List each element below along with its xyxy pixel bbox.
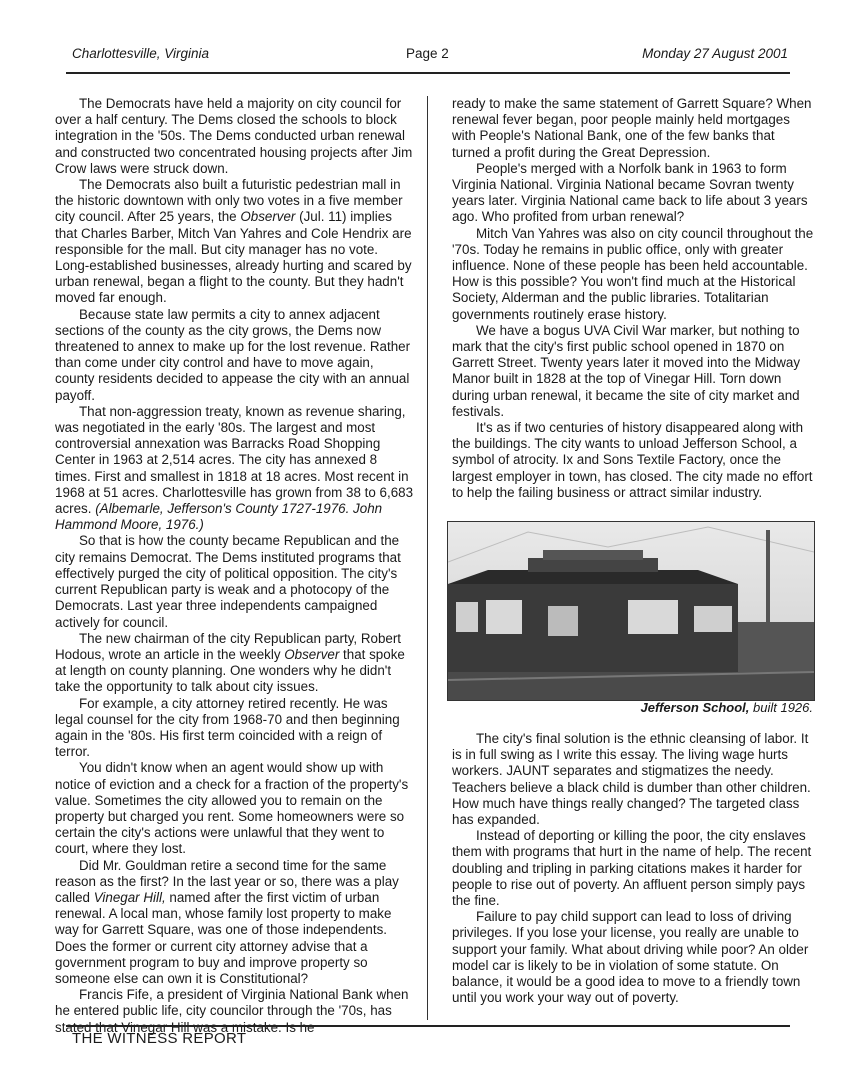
paragraph: It's as if two centuries of history disappeared along with the buildings. The city wants to unload Jefferson School, a symbol of atrocity. Ix and Sons Textile Factory, once the largest employer in town, has closed. The city made no effort to help the failing business or attract similar industry.	[452, 420, 813, 500]
paragraph: The Democrats also built a futuristic pedestrian mall in the historic downtown with only two votes in a five member city council. After 25 years, the Observer (Jul. 11) implies that Charles Barber, Mitch Van Yahres and Cole Hendrix are responsible for the mall. But city manager has no vote. Long-established businesses, already hurting and scared by urban renewal, began a flight to the county. But they hadn't moved far enough.	[55, 177, 412, 306]
paragraph: ready to make the same statement of Garrett Square? When renewal fever began, poor people mainly held mortgages with People's National Bank, one of the few banks that turned a profit during the Great Depression.	[452, 96, 812, 160]
paragraph: Did Mr. Gouldman retire a second time for the same reason as the first? In the last year or so, there was a play called Vinegar Hill, named after the first victim of urban renewal. A local man, whose family lost property to make way for Garrett Square, was one of those independents. Does the former or current city attorney advise that a government program to buy and improve property so someone else can own it is Constitutional?	[55, 857, 399, 986]
page-header	[72, 46, 788, 66]
column-divider	[427, 96, 428, 1020]
paragraph: The new chairman of the city Republican party, Robert Hodous, wrote an article in the weekly Observer that spoke at length on county planning. One wonders why he didn't take the opportunity to talk about city issues.	[55, 630, 405, 695]
header-rule	[66, 72, 790, 74]
paragraph: The Democrats have held a majority on city council for over a half century. The Dems closed the schools to block integration in the '50s. The Dems conducted urban renewal and constructed two concentrated housing projects after Jim Crow laws were struck down.	[55, 96, 413, 176]
header-date: Monday 27 August 2001	[642, 46, 788, 61]
paragraph: Instead of deporting or killing the poor, the city enslaves them with programs that hurt in the name of help. The recent doubling and tripling in parking citations makes it harder for people to rise out of poverty. An affluent person simply pays the fine.	[452, 828, 812, 909]
footer-rule	[66, 1025, 790, 1027]
publication-name: Observer	[284, 646, 340, 662]
play-title: Vinegar Hill,	[93, 889, 166, 905]
publication-name: Observer	[240, 209, 296, 225]
paragraph: People's merged with a Norfolk bank in 1963 to form Virginia National. Virginia National became Sovran twenty years later. Virginia National came back to life about 3 years ago. Who profited from urban renewal?	[452, 160, 808, 225]
header-page-number: Page 2	[406, 46, 449, 61]
right-column-top	[452, 96, 814, 501]
paragraph: Francis Fife, a president of Virginia National Bank when he entered public life, city councilor through the '70s, has stated that Vinegar Hill was a mistake. Is he	[55, 987, 409, 1035]
caption-school-name: Jefferson School,	[640, 700, 750, 715]
paragraph: The city's final solution is the ethnic cleansing of labor. It is in full swing as I write this essay. The living wage hurts workers. JAUNT separates and stigmatizes the needy. Teachers believe a black child is dumber than other children. How much have things really changed? The targeted class has expanded.	[452, 731, 811, 828]
paragraph: For example, a city attorney retired recently. He was legal counsel for the city from 1968-70 and then beginning again in the '80s. His first term coincided with a reign of terror.	[55, 695, 400, 760]
citation: (Albemarle, Jefferson's County 1727-1976. John Hammond Moore, 1976.)	[55, 501, 383, 533]
paragraph: Because state law permits a city to annex adjacent sections of the county as the city grows, the Dems now threatened to annex to make up for the lost revenue. Rather than come under city control and have to move again, county residents decided to appease the city with an annual payoff.	[55, 306, 411, 403]
paragraph: You didn't know when an agent would show up with notice of eviction and a check for a fraction of the property's value. Sometimes the city allowed you to remain on the property but charged you rent. Some homeowners were so certain the city's actions were unlawful that they went to court, where they lost.	[55, 760, 409, 857]
paragraph: We have a bogus UVA Civil War marker, but nothing to mark that the city's first public school opened in 1870 on Garrett Street. Twenty years later it moved into the Midway Manor built in 1828 at the top of Vinegar Hill. Torn down during urban renewal, it became the site of city market and festivals.	[452, 322, 801, 419]
right-column-bottom	[452, 731, 814, 1006]
paragraph: Mitch Van Yahres was also on city council throughout the '70s. Today he remains in public office, only with greater influence. None of these people has been held accountable. How is this possible? You won't find much at the Historical Society, Alderman and the public libraries. Totalitarian governments routinely erase history.	[452, 225, 814, 322]
school-building-image	[448, 522, 814, 700]
paragraph: So that is how the county became Republican and the city remains Democrat. The Dems instituted programs that effectively purged the city of political opposition. The city's current Republican party is weak and a photocopy of the Democrats. Last year three independents campaigned actively for council.	[55, 533, 401, 630]
paragraph: That non-aggression treaty, known as revenue sharing, was negotiated in the early '80s. The largest and most controversial annexation was Barracks Road Shopping Center in 1963 at 2,514 acres. The city has annexed 8 times. First and smallest in 1818 at 18 acres. Most recent in 1968 at 51 acres. Charlottesville has grown from 38 to 6,683 acres. (Albemarle, Jefferson's County 1727-1976. John Hammond Moore, 1976.)	[55, 403, 414, 533]
photo-caption: Jefferson School, built 1926.	[640, 700, 813, 715]
school-photo	[447, 521, 815, 701]
header-location: Charlottesville, Virginia	[72, 46, 210, 61]
paragraph: Failure to pay child support can lead to loss of driving privileges. If you lose your license, you really are unable to support your family. What about driving while poor? An older model car is likely to be in violation of some statute. On balance, it would be a good idea to move to a friendly town until you work your way out of poverty.	[452, 909, 809, 1006]
left-column	[55, 96, 415, 1036]
footer-title: THE WITNESS REPORT	[72, 1030, 247, 1047]
